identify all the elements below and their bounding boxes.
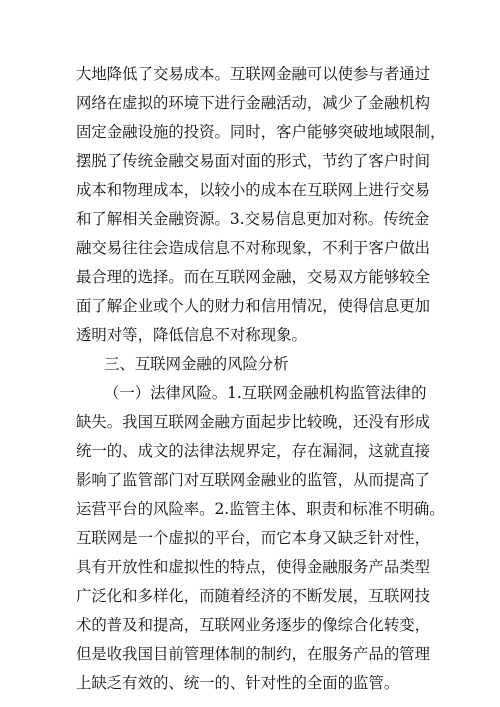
paragraph-line: 融交易往往会造成信息不对称现象，不利于客户做出 bbox=[76, 239, 430, 257]
paragraph-line: 统一的、成文的法律法规界定，存在漏洞，这就直接 bbox=[76, 442, 430, 460]
paragraph-line: 固定金融设施的投资。同时，客户能够突破地域限制， bbox=[76, 123, 446, 141]
paragraph-line: 成本和物理成本，以较小的成本在互联网上进行交易 bbox=[76, 181, 430, 199]
paragraph-line: 术的普及和提高，互联网业务逐步的像综合化转变， bbox=[76, 616, 430, 634]
paragraph-line: 摆脱了传统金融交易面对面的形式，节约了客户时间 bbox=[76, 152, 430, 170]
paragraph-line: 上缺乏有效的、统一的、针对性的全面的监管。 bbox=[76, 674, 400, 692]
body-text bbox=[76, 60, 446, 698]
paragraph-line: 影响了监管部门对互联网金融业的监管，从而提高了 bbox=[76, 471, 430, 489]
paragraph-line: 缺失。我国互联网金融方面起步比较晚，还没有形成 bbox=[76, 413, 430, 431]
paragraph-line: 网络在虚拟的环境下进行金融活动，减少了金融机构 bbox=[76, 94, 430, 112]
paragraph-line: （一）法律风险。1.互联网金融机构监管法律的 bbox=[104, 384, 427, 402]
paragraph-line: 广泛化和多样化，而随着经济的不断发展，互联网技 bbox=[76, 587, 430, 605]
paragraph-line: 面了解企业或个人的财力和信用情况，使得信息更加 bbox=[76, 297, 430, 315]
paragraph-line: 运营平台的风险率。2.监管主体、职责和标准不明确。 bbox=[76, 500, 445, 518]
paragraph-line: 透明对等，降低信息不对称现象。 bbox=[76, 326, 307, 344]
paragraph-line: 和了解相关金融资源。3.交易信息更加对称。传统金 bbox=[76, 210, 430, 228]
paragraph-line: 互联网是一个虚拟的平台，而它本身又缺乏针对性， bbox=[76, 529, 430, 547]
paragraph-line: 大地降低了交易成本。互联网金融可以使参与者通过 bbox=[76, 65, 430, 83]
section-heading: 三、互联网金融的风险分析 bbox=[104, 355, 289, 373]
paragraph-line: 具有开放性和虚拟性的特点，使得金融服务产品类型 bbox=[76, 558, 430, 576]
paragraph-line: 最合理的选择。而在互联网金融，交易双方能够较全 bbox=[76, 268, 430, 286]
paragraph-line: 但是收我国目前管理体制的制约，在服务产品的管理 bbox=[76, 645, 430, 663]
